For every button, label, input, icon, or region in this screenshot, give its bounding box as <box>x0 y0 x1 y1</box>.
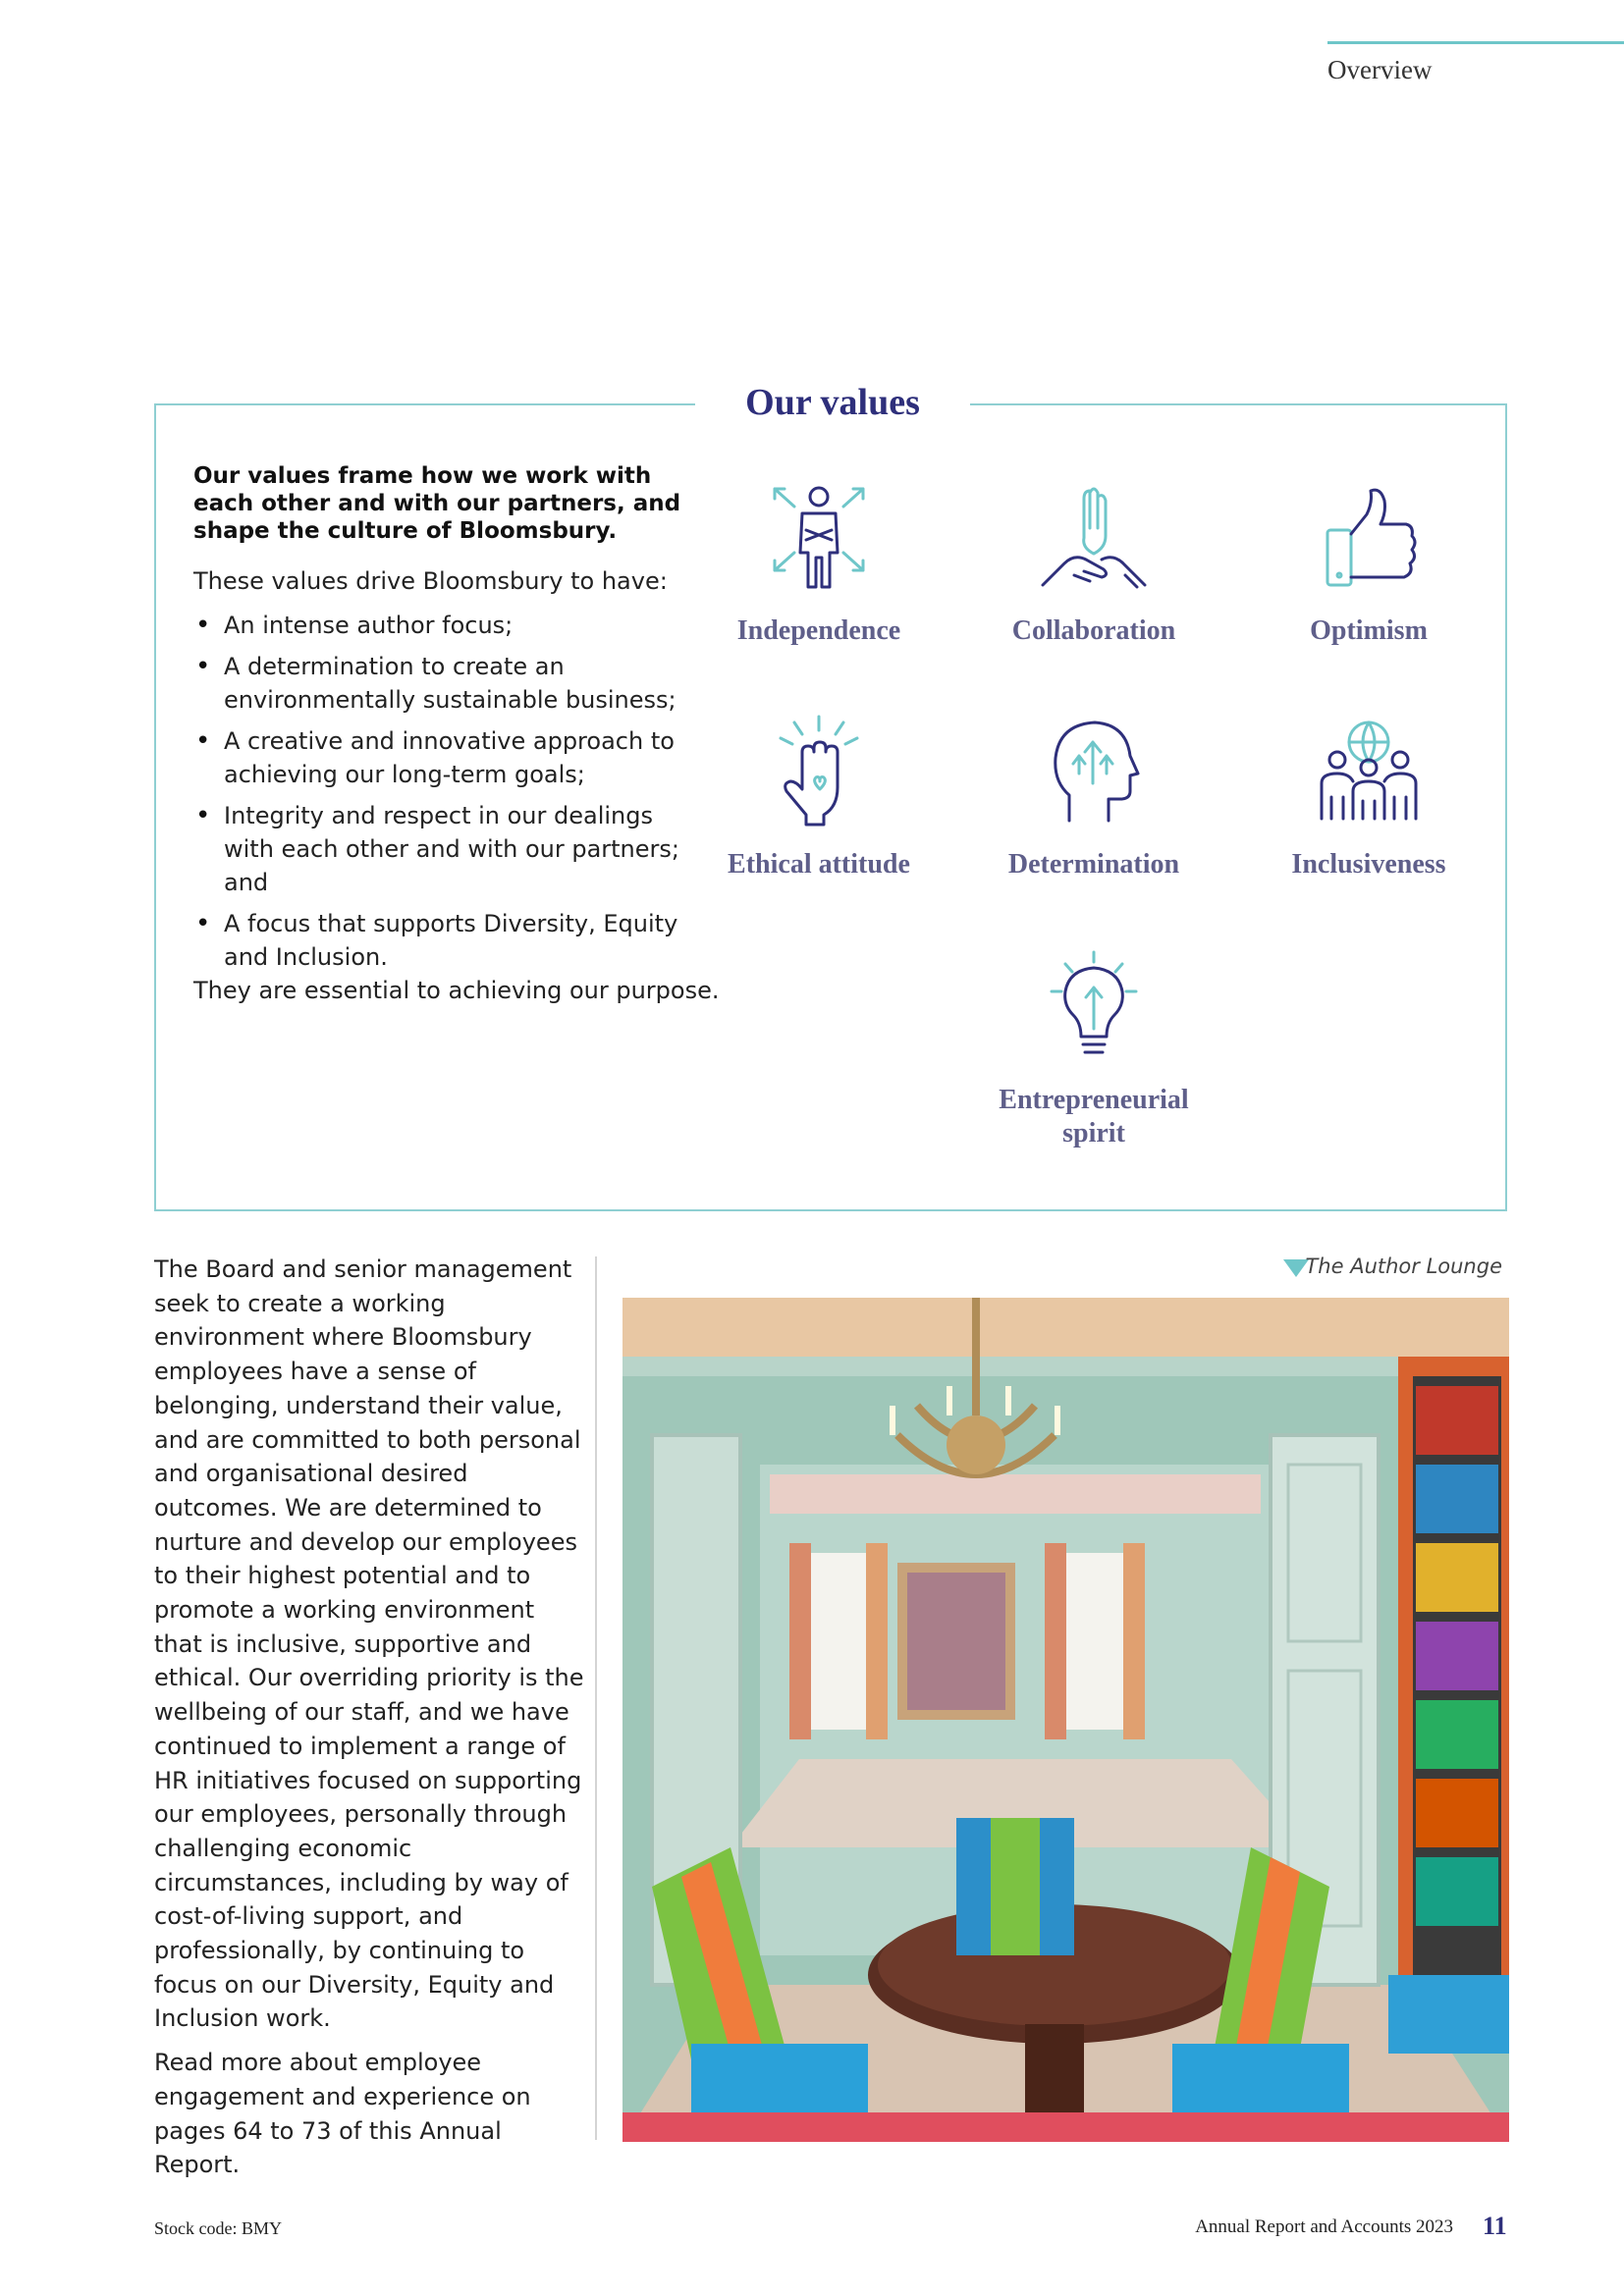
header-rule <box>1327 41 1624 44</box>
footer-stock-code: Stock code: BMY <box>154 2218 282 2238</box>
people-globe-icon <box>1310 713 1428 830</box>
section-label: Overview <box>1327 55 1433 84</box>
joined-hands-icon <box>1035 479 1153 597</box>
value-collaboration <box>966 479 1221 648</box>
bullet-item: • An intense author focus; <box>193 609 704 642</box>
body-paragraph: Read more about employee engagement and experience on pages 64 to 73 of this Annual Report. <box>154 2049 531 2179</box>
value-label: Collaboration <box>1011 615 1176 646</box>
value-optimism <box>1241 479 1496 648</box>
values-closing: They are essential to achieving our purpose. <box>193 977 720 1004</box>
value-label: Entrepreneurial spirit <box>999 1085 1189 1148</box>
value-label: Inclusiveness <box>1291 849 1446 880</box>
value-independence <box>691 479 947 648</box>
value-label: Determination <box>1007 849 1180 880</box>
body-text <box>154 1253 586 2192</box>
value-determination <box>966 713 1221 881</box>
body-paragraph: The Board and senior management seek to create a working environment where Bloomsbury employees have a sense of belonging, understand their value, and are committed to both personal and organisational desired outcomes. We are determined to nurture and develop our employees to their highest potential and to promote a working environment that is inclusive, supportive and ethical. Our overriding priority is the wellbeing of our staff, and we have continued to implement a range of HR initiatives focused on supporting our employees, personally through challenging economic circumstances, including by way of cost-of-living support, and professionally, by continuing to focus on our Diversity, Equity and Inclusion work. <box>154 1255 584 2033</box>
values-intro: Our values frame how we work with each other and with our partners, and shape the culture of Bloomsbury. <box>193 463 681 544</box>
footer-report-title: Annual Report and Accounts 2023 <box>1195 2216 1453 2237</box>
person-arrows-icon <box>765 479 873 597</box>
raised-hand-heart-icon <box>765 713 873 830</box>
values-lead: These values drive Bloomsbury to have: <box>193 567 668 595</box>
photo-caption: The Author Lounge <box>1305 1255 1502 1278</box>
lightbulb-icon <box>1040 948 1148 1066</box>
bullet-item: • A determination to create an environmentally sustainable business; <box>193 650 704 717</box>
bullet-item: • A creative and innovative approach to achieving our long-term goals; <box>193 724 704 791</box>
author-lounge-photo <box>623 1298 1509 2142</box>
bullet-item: • A focus that supports Diversity, Equity and Inclusion. <box>193 907 704 974</box>
bullet-item: • Integrity and respect in our dealings with each other and with our partners; and <box>193 799 704 899</box>
value-ethical-attitude <box>691 713 947 881</box>
value-entrepreneurial-spirit <box>966 948 1221 1150</box>
value-label: Independence <box>736 615 901 646</box>
values-title: Our values <box>695 375 970 430</box>
values-bullet-list <box>193 609 704 982</box>
thumbs-up-icon <box>1310 479 1428 597</box>
value-label: Optimism <box>1310 615 1428 646</box>
page-number: 11 <box>1483 2212 1507 2240</box>
head-arrows-icon <box>1040 713 1148 830</box>
value-inclusiveness <box>1241 713 1496 881</box>
column-divider <box>595 1256 597 2140</box>
value-label: Ethical attitude <box>728 849 910 880</box>
